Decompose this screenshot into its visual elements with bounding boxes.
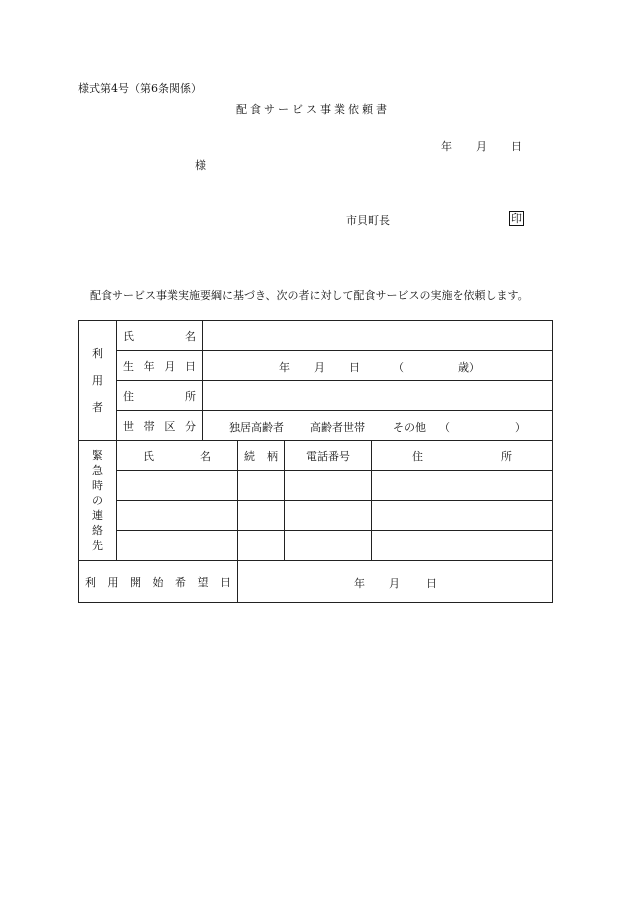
document-title: 配食サービス事業依頼書	[236, 103, 390, 116]
contact-relation-cell[interactable]	[238, 501, 285, 531]
contact-phone-cell[interactable]	[285, 501, 372, 531]
emergency-section-label: 緊 急 時 の 連 絡 先	[79, 441, 117, 561]
age-open-paren: （	[393, 360, 404, 374]
contact-phone-header: 電話番号	[285, 441, 372, 471]
addressee-suffix: 様	[195, 159, 206, 172]
form-number: 様式第4号（第6条関係）	[78, 82, 202, 95]
user-dob-row	[79, 351, 553, 381]
start-day-label: 日	[426, 576, 437, 590]
date-year-label: 年	[441, 140, 452, 153]
contact-name-header: 氏 名	[117, 441, 238, 471]
start-date-row	[79, 561, 553, 603]
emergency-contact-row	[79, 501, 553, 531]
dob-label: 生 年 月 日	[117, 351, 203, 381]
household-option-couple[interactable]: 高齢者世帯	[310, 420, 365, 434]
contact-address-cell[interactable]	[372, 471, 553, 501]
address-field[interactable]	[203, 381, 553, 411]
age-label: 歳）	[458, 360, 480, 374]
dob-month-label: 月	[314, 360, 325, 374]
seal-mark: 印	[511, 212, 522, 225]
date-month-label: 月	[476, 140, 487, 153]
user-section-label: 利 用 者	[79, 321, 117, 441]
date-day-label: 日	[511, 140, 522, 153]
address-label: 住 所	[117, 381, 203, 411]
issuer-name: 市貝町長	[346, 214, 390, 227]
contact-name-cell[interactable]	[117, 471, 238, 501]
emergency-contact-row	[79, 531, 553, 561]
household-option-other[interactable]: その他	[393, 420, 426, 434]
contact-name-cell[interactable]	[117, 531, 238, 561]
household-label: 世 帯 区 分	[117, 411, 203, 441]
contact-phone-cell[interactable]	[285, 531, 372, 561]
contact-relation-cell[interactable]	[238, 531, 285, 561]
contact-address-header: 住 所	[372, 441, 553, 471]
contact-address-cell[interactable]	[372, 531, 553, 561]
name-label: 氏 名	[117, 321, 203, 351]
request-form-table	[78, 320, 553, 603]
contact-relation-cell[interactable]	[238, 471, 285, 501]
contact-name-cell[interactable]	[117, 501, 238, 531]
start-month-label: 月	[389, 576, 400, 590]
household-option-single[interactable]: 独居高齢者	[229, 420, 284, 434]
other-close-paren: ）	[515, 420, 526, 434]
start-date-field[interactable]	[238, 561, 553, 603]
user-household-row	[79, 411, 553, 441]
other-open-paren: （	[439, 420, 450, 434]
user-name-row	[79, 321, 553, 351]
dob-field[interactable]	[203, 351, 553, 381]
dob-year-label: 年	[279, 360, 290, 374]
contact-address-cell[interactable]	[372, 501, 553, 531]
contact-phone-cell[interactable]	[285, 471, 372, 501]
emergency-contact-row	[79, 471, 553, 501]
start-year-label: 年	[354, 576, 365, 590]
request-body-text: 配食サービス事業実施要綱に基づき、次の者に対して配食サービスの実施を依頼します。	[90, 289, 529, 302]
emergency-header-row	[79, 441, 553, 471]
user-address-row	[79, 381, 553, 411]
contact-relation-header: 続 柄	[238, 441, 285, 471]
name-field[interactable]	[203, 321, 553, 351]
household-field[interactable]	[203, 411, 553, 441]
dob-day-label: 日	[349, 360, 360, 374]
start-date-label: 利 用 開 始 希 望 日	[79, 561, 238, 603]
